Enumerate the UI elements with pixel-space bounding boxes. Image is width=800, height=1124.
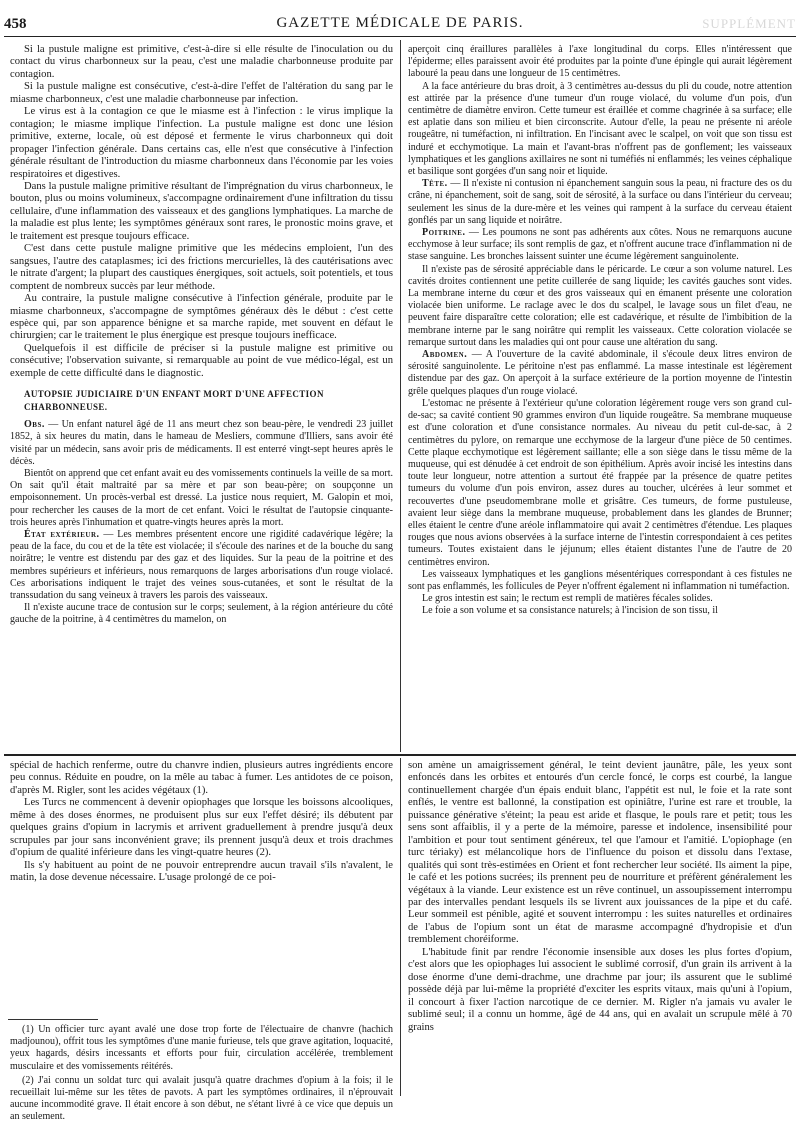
paragraph	[408, 178, 792, 227]
paragraph	[408, 227, 792, 264]
section-title: AUTOPSIE JUDICIAIRE D'UN ENFANT MORT D'UNE AFFECTION CHARBONNEUSE.	[24, 389, 324, 412]
paragraph: L'habitude finit par rendre l'économie insensible aux doses les plus fortes d'opium, c'est alors que les opiophages lui associent le sublimé corrosif, d'un grain ils arrivent à la dose énorme d'une demi-drachme, une drachme par jour; ils assurent que le sublimé possède déjà par lui-même la propriété d'exciter les esprits vitaux, mais qu'uni à l'opium, il concourt à fixer l'action narcotique de ce dernier. M. Rigler n'a jamais vu avaler le sublimé seul; il a connu un homme, âgé de 44 ans, qui en avalait un scrupule mêlé à 70 grains	[408, 946, 792, 1033]
paragraph-text: — Les membres présentent encore une rigidité cadavérique légère; la peau de la face, du cou et de la tête est violacée; il s'écoule des narines et de la bouche du sang noirâtre; le ventre est distendu par des gaz et des liquides. Sur la peau de la poitrine et des membres supérieurs et inférieurs, nous remarquons de larges arborisations d'un rouge violacé. Ces arborisations indiquent le trajet des veines sous-cutanées, et sont le résultat de la transsudation du sang veineux à travers les parois des vaisseaux.	[10, 528, 393, 601]
footnote: (2) J'ai connu un soldat turc qui avalait jusqu'à quatre drachmes d'opium à la fois; il le recueillait lui-même sur les têtes de pavots. A part les symptômes ordinaires, il n'éprouvait aucune incommodité grave. Il était encore à son début, ne s'étant livré à ce vice que depuis un an seulement.	[10, 1074, 393, 1123]
paragraph: Quelquefois il est difficile de préciser si la pustule maligne est primitive ou consécutive; l'observation suivante, si remarquable au point de vue médico-légal, est un exemple de cette difficulté dans le diagnostic.	[10, 342, 393, 379]
paragraph: Les Turcs ne commencent à devenir opiophages que lorsque les boissons alcooliques, même à des doses énormes, ne produisent plus sur eux l'effet désiré; ils débutent par quelques grains d'opium in lacrymis et arrivent graduellement à prendre jusqu'à deux scrupules par jour sans inconvénient grave; ils prennent jusqu'à deux et trois drachmes d'opium de qualité inférieure dans les vingt-quatre heures (2).	[10, 797, 393, 859]
paragraph-lead: Abdomen.	[422, 349, 468, 361]
paragraph: Bientôt on apprend que cet enfant avait eu des vomissements continuels la veille de sa mort. On sait qu'il était maltraité par sa mère et par son beau-père; on soupçonne un empoisonnement. Un procès-verbal est dressé. La justice nous requiert, M. Galopin et moi, pour rechercher les causes de la mort de cet enfant. Voici le résultat de l'autopsie cinquante-trois heures après l'inhumation et quatre-vingts heures après la mort.	[10, 467, 393, 528]
upper-right-column	[408, 44, 792, 754]
paragraph: aperçoit cinq éraillures parallèles à l'axe longitudinal du corps. Elles n'intéressent que l'épiderme; elles paraissent avoir été produites par la pointe d'une épingle qui aurait légèrement labouré la peau dans une longueur de 15 centimètres.	[408, 44, 792, 80]
lower-left-column	[10, 760, 393, 1015]
paragraph: Il n'existe aucune trace de contusion sur le corps; seulement, à la région antérieure du côté gauche de la poitrine, à 4 centimètres du mamelon, on	[10, 602, 393, 626]
paragraph: Ils s'y habituent au point de ne pouvoir entreprendre aucun travail s'ils n'avalent, le matin, la dose devenue nécessaire. L'usage prolongé de ce poi-	[10, 859, 393, 884]
paragraph-text: — Les poumons ne sont pas adhérents aux côtes. Nous ne remarquons aucune ecchymose à leur surface; ils sont remplis de gaz, et n'offrent aucune trace d'inflammation ni de stase sanguine. Les bronches laissent suinter une écume légèrement sanguinolente.	[408, 227, 792, 263]
footnote-rule	[8, 1019, 98, 1020]
paragraph	[10, 419, 393, 468]
section-divider	[4, 754, 796, 756]
paragraph: Au contraire, la pustule maligne consécutive à l'infection générale, produite par le miasme charbonneux, s'accompagne de symptômes généraux dès le début : c'est cette espèce qui, par son apparence bénigne et sa marche rapide, met souvent en défaut le chirurgien; car le traitement le plus énergique est presque toujours inefficace.	[10, 293, 393, 342]
supplement-label: SUPPLÉMENT	[702, 16, 796, 31]
paragraph: son amène un amaigrissement général, le teint devient jaunâtre, pâle, les yeux sont enfoncés dans les orbites et entourés d'un cercle foncé, le corps est courbé, la langue continuellement chargée d'un épais enduit blanc, l'appétit est nul, le foie et la rate sont enflés, le ventre est ballonné, la constipation est opiniâtre, l'urine est rare et trouble, la puissance générative s'éteint; la peau est aride et flasque, le pouls rare et petit; tous les sens sont affaiblis, il y a perte de la mémoire, paresse et indolence, insensibilité pour l'ambition et pour tout sentiment généreux, tel que l'amour et l'amitié. L'opiophage (en turc tériaky) est mélancolique hors de l'influence du poison et dissolu dans l'extase, qualités qui sont très-estimées en Orient et font rechercher leur société. Ils aiment la pipe, le café et les potions sucrées; ils prennent peu de nourriture et préfèrent généralement les végétaux à la viande. Leur existence est un rêve continuel, un assoupissement interrompu par des intervalles pendant lesquels ils se livrent aux jouissances de la pipe et du café. Leur sommeil est pénible, agité et souvent interrompu : les suites naturelles et ordinaires de l'abus de l'opium sont un état de marasme accompagné d'hydropisie et d'un tremblement choréiforme.	[408, 760, 792, 946]
paragraph-lead: Poitrine.	[422, 227, 466, 239]
lower-right-column	[408, 760, 792, 1098]
paragraph-lead: Tête.	[422, 178, 448, 190]
paragraph: Il n'existe pas de sérosité appréciable dans le péricarde. Le cœur a son volume naturel. Les cavités droites contiennent une petite cuillerée de sang liquide; les cavités gauches sont vides. La membrane interne du cœur et des gros vaisseaux qui en émanent présente une coloration violacée bien uniforme. Le raclage avec le dos du scalpel, le lavage sous un filet d'eau, ne peuvent faire disparaître cette coloration; elle est cadavérique, et résulte de l'imbibition de la membrane interne par le sang noirâtre qui remplit les vaisseaux. Cette coloration violacée se remarque surtout dans les maladies qui ont pour cause une altération du sang.	[408, 263, 792, 348]
paragraph: Le foie a son volume et sa consistance naturels; à l'incision de son tissu, il	[422, 605, 718, 617]
paragraph-text: — Un enfant naturel âgé de 11 ans meurt chez son beau-père, le vendredi 23 juillet 1852, à six heures du matin, dans le hameau de Mesliers, commune d'Illiers, sans avoir été visité par un médecin, sans avoir pris de médicaments. Il est enterré vingt-sept heures après le décès.	[10, 419, 393, 467]
paragraph: Le gros intestin est sain; le rectum est rempli de matières fécales solides.	[422, 593, 713, 605]
footnote: (1) Un officier turc ayant avalé une dose trop forte de l'électuaire de chanvre (hachich madjounou), offrit tous les symptômes d'une manie furieuse, tels que grave agitation, loquacité, yeux hagards, désirs incessants et efforts pour fuir, circulation accélérée, tremblement musculaire et des vomissements réitérés.	[10, 1024, 393, 1072]
footnotes	[10, 1024, 393, 1123]
observation-block	[10, 419, 393, 626]
paragraph	[408, 349, 792, 398]
paragraph: A la face antérieure du bras droit, à 3 centimètres au-dessus du pli du coude, notre attention est attirée par la présence d'une tumeur d'un rouge violacé, du volume d'un pois, d'un centimètre de diamètre environ. Cette tumeur est éraillée et comme chagrinée à sa surface; elle est aplatie dans son milieu et bien circonscrite. Autour d'elle, la peau ne présente ni aréole rougeâtre, ni tuméfaction, ni infiltration. En l'incisant avec le scalpel, on voit que son tissu est induré et ecchymotique. La main et l'avant-bras n'offrent pas de gonflement; les vaisseaux lymphatiques et les ganglions axillaires ne sont ni tuméfiés ni enflammés; les veines céphalique et basilique sont gorgées d'un sang noir et liquide.	[408, 80, 792, 178]
journal-title: GAZETTE MÉDICALE DE PARIS.	[276, 15, 524, 31]
paragraph: spécial de hachich renferme, outre du chanvre indien, plusieurs autres ingrédients encore peu connus. Réduite en poudre, on la mêle au tabac à fumer. Les antidotes de ce poison, d'après M. Rigler, sont les acides végétaux (1).	[10, 760, 393, 796]
paragraph: Les vaisseaux lymphatiques et les ganglions mésentériques correspondant à ces fistules ne sont pas enflammés, les follicules de Peyer n'offrent également ni inflammation ni tuméfaction.	[408, 568, 792, 592]
upper-left-column	[10, 44, 393, 754]
paragraph: L'estomac ne présente à l'extérieur qu'une coloration légèrement rouge vers son grand cul-de-sac; sa cavité contient 90 grammes environ d'un liquide rougeâtre. Sa membrane muqueuse est d'une coloration et d'une consistance normales. Au niveau du petit cul-de-sac, à 2 centimètres du pylore, on remarque une ecchymose de la largeur d'une pièce de 50 centimes. Cette plaque ecchymotique est légèrement saillante; elle a son siège dans le tissu même de la muqueuse, qui est dénudée à cet endroit de son épithélium. Après avoir incisé les intestins dans toute leur longueur, notre attention a surtout été frappée par la présence de quatre petites tumeurs du volume d'un pois environ, assez dures au toucher, ulcérées à leur sommet et recouvertes d'une pseudomembrane molle et grisâtre. Ces tumeurs, de forme pustuleuse, avaient leur siège dans la membrane muqueuse, probablement dans les glandes de Brunner; elles étaient le centre d'une aréole inflammatoire qui avait 2 centimètres d'étendue. Les plaques rouges que nous avions observées à la surface interne de l'intestin correspondaient à ces petites tumeurs. Toutes existaient dans le jéjunum; elles étaient distantes l'une de l'autre de 20 centimètres environ.	[408, 397, 792, 568]
paragraph: Si la pustule maligne est primitive, c'est-à-dire si elle résulte de l'inoculation ou du contact du virus charbonneux sur la peau, c'est une maladie charbonneuse produite par contagion.	[10, 44, 393, 80]
paragraph-text: — Il n'existe ni contusion ni épanchement sanguin sous la peau, ni fracture des os du crâne, ni épanchement, soit de sang, soit de sérosité, à la surface ou dans l'intérieur du cerveau; seulement les sinus de la dure-mère et les veines qui rampent à la surface du cerveau étaient gonflés par un sang liquide et noirâtre.	[408, 178, 792, 226]
page-number: 458	[4, 16, 27, 32]
paragraph-lead: Obs.	[24, 419, 45, 431]
page-header	[4, 14, 796, 37]
paragraph: Dans la pustule maligne primitive résultant de l'imprégnation du virus charbonneux, le bouton, plus ou moins volumineux, s'accompagne ordinairement d'une infiltration du tissu cellulaire, d'une inflammation des vaisseaux et des ganglions lymphatiques. La marche de la maladie est plus lente; les symptômes généraux sont rares, le pronostic moins grave, et le traitement est presque toujours efficace.	[10, 180, 393, 242]
paragraph: Si la pustule maligne est consécutive, c'est-à-dire l'effet de l'altération du sang par le miasme charbonneux, c'est une maladie charbonneuse par infection.	[10, 81, 393, 105]
paragraph: C'est dans cette pustule maligne primitive que les médecins emploient, l'un des sangsues, l'autre des cataplasmes; ici des frictions mercurielles, là des cautérisations avec le nitrate d'argent; la plupart des caustiques énergiques, soit actuels, soit potentiels, et tous comptent de nombreux succès par leur méthode.	[10, 243, 393, 292]
paragraph-text: — A l'ouverture de la cavité abdominale, il s'écoule deux litres environ de sérosité sanguinolente. Le péritoine n'est pas enflammé. La masse intestinale est légèrement distendue par des gaz. On aperçoit à la surface extérieure de la portion moyenne de l'intestin grêle quelques plaques d'un rouge violacé.	[408, 349, 792, 397]
column-divider-bottom	[400, 758, 401, 1096]
paragraph	[10, 529, 393, 602]
paragraph-lead: État extérieur.	[24, 528, 100, 540]
column-divider-top	[400, 40, 401, 752]
paragraph: Le virus est à la contagion ce que le miasme est à l'infection : le virus implique la contagion; le miasme implique l'infection. La pustule maligne est donc une lésion primitive, externe, locale, où est déposé et fermente le virus charbonneux qui doit propager l'infection générale. Dans certains cas, elle n'est que consécutive à l'infection générale résultant de l'introduction du miasme charbonneux dans l'économie par les voies respiratoires et digestives.	[10, 106, 393, 180]
